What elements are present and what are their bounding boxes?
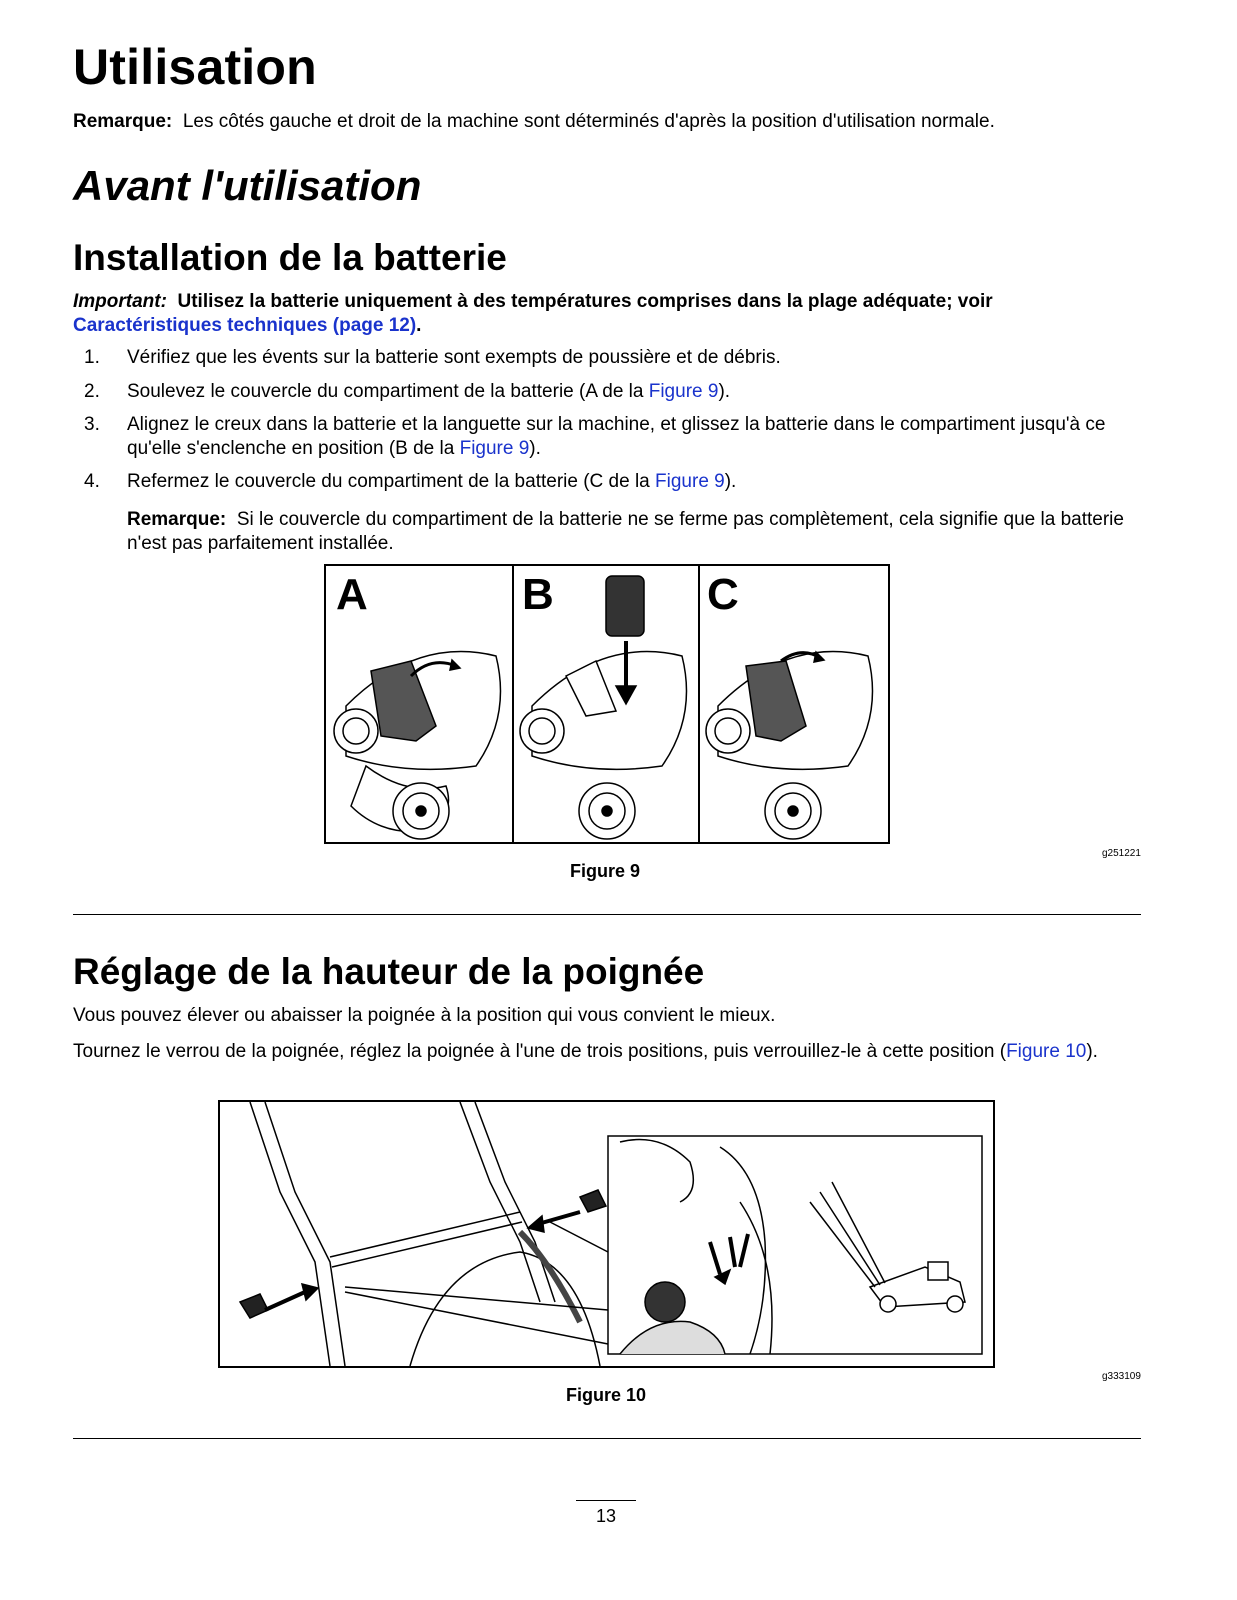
para-text: ).: [1086, 1041, 1098, 1062]
figure-link[interactable]: Figure 9: [459, 438, 530, 459]
handle-heading: Réglage de la hauteur de la poignée: [73, 951, 705, 992]
figure-code: g251221: [1102, 848, 1141, 859]
step-text-part: ).: [724, 471, 737, 492]
page-title: Utilisation: [73, 39, 317, 95]
mower-panel-c: [706, 652, 873, 839]
page-number: 13: [595, 1506, 617, 1526]
step-text: [127, 470, 1157, 494]
figure-10: [218, 1100, 995, 1368]
figure-code: g333109: [1102, 1371, 1141, 1382]
handle-para-2: [73, 1040, 1148, 1064]
step-text-part: Alignez le creux dans la batterie et la languette sur la machine, et glissez la batterie dans le compartiment jusqu'à ce qu'elle s'enclenche en position (B de la: [127, 414, 1106, 459]
specs-link[interactable]: Caractéristiques techniques (page 12): [73, 315, 417, 336]
note-text: Les côtés gauche et droit de la machine sont déterminés d'après la position d'utilisation normale.: [182, 111, 995, 132]
important-end: .: [416, 315, 422, 336]
step-text: [127, 413, 1157, 461]
step-text: Vérifiez que les évents sur la batterie sont exempts de poussière et de débris.: [127, 347, 781, 368]
figure-link[interactable]: Figure 9: [648, 381, 719, 402]
figure-caption: Figure 9: [569, 861, 640, 881]
handle-adjust-illustration: [220, 1102, 993, 1366]
step-text-part: Soulevez le couvercle du compartiment de la batterie (A de la: [127, 381, 649, 402]
figure-9: [324, 564, 890, 844]
figure-link[interactable]: Figure 9: [655, 471, 725, 492]
battery-install-illustration: [326, 566, 888, 842]
figure-link[interactable]: Figure 10: [1006, 1041, 1087, 1062]
handle-para-1: Vous pouvez élever ou abaisser la poignée à la position qui vous convient le mieux.: [73, 1005, 776, 1026]
step-text-part: ).: [529, 438, 541, 459]
note-text: Si le couvercle du compartiment de la batterie ne se ferme pas complètement, cela signifie que la batterie n'est pas parfaitement installée.: [127, 509, 1124, 554]
panel-label-c: C: [707, 570, 739, 619]
step-text-part: ).: [718, 381, 731, 402]
note-general: [73, 110, 1153, 134]
step-number: 3.: [84, 414, 100, 435]
important-note: [73, 290, 1153, 338]
battery-heading: Installation de la batterie: [73, 237, 507, 278]
important-text: Utilisez la batterie uniquement à des températures comprises dans la plage adéquate; voir: [177, 291, 993, 312]
panel-label-a: A: [336, 570, 368, 619]
page-number-rule: [576, 1500, 636, 1501]
figure-caption: Figure 10: [565, 1385, 647, 1405]
step-number: 1.: [84, 347, 100, 368]
mower-panel-a: [334, 652, 501, 839]
divider: [73, 914, 1141, 915]
panel-label-b: B: [522, 570, 554, 619]
divider: [73, 1438, 1141, 1439]
step-number: 4.: [84, 471, 100, 492]
step-number: 2.: [84, 381, 100, 402]
step-text: [127, 380, 1157, 404]
section-heading: Avant l'utilisation: [73, 162, 422, 209]
note-label: Remarque:: [127, 509, 227, 530]
important-label: Important:: [73, 291, 167, 312]
step-note: [127, 508, 1147, 556]
para-text: Tournez le verrou de la poignée, réglez la poignée à l'une de trois positions, puis verrouillez-le à cette position (: [73, 1041, 1007, 1062]
step-text-part: Refermez le couvercle du compartiment de la batterie (C de la: [127, 471, 656, 492]
note-label: Remarque:: [73, 111, 173, 132]
